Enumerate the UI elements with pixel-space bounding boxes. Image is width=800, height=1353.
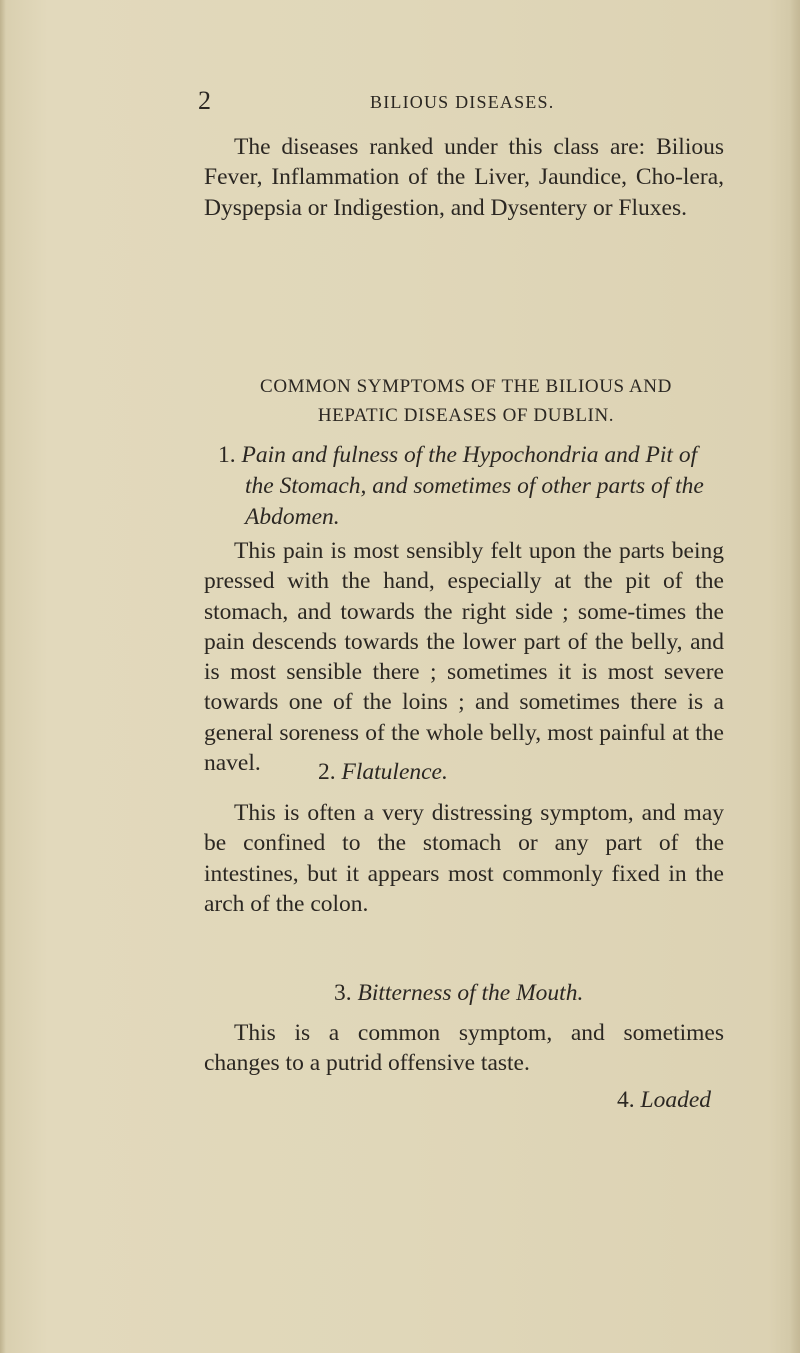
catchword <box>617 1085 711 1115</box>
symptom-2-number: 2. <box>318 759 336 785</box>
symptom-2-body-block <box>204 798 724 919</box>
symptom-3-title-text: Bitterness of the Mouth. <box>357 980 584 1006</box>
intro-paragraph: The diseases ranked under this class are: Bilious Fever, Inflammation of the Liver, Jaundice, Cho-lera, Dyspepsia or Indigestion, and Dysentery or Fluxes. <box>204 134 724 221</box>
symptom-1-title <box>218 440 725 533</box>
symptom-2-title <box>318 757 448 787</box>
symptom-1-body-block <box>204 536 724 778</box>
symptom-1-title-text: Pain and fulness of the Hypochondria and Pit of the Stomach, and sometimes of other parts of the Abdomen. <box>241 442 704 530</box>
running-head: BILIOUS DISEASES. <box>370 92 555 112</box>
page-number: 2 <box>198 86 211 115</box>
intro-paragraph-block <box>204 132 724 223</box>
symptom-3-title <box>334 978 583 1008</box>
page-header <box>198 86 598 116</box>
symptom-2-title-text: Flatulence. <box>341 759 448 785</box>
section-heading-line-2: HEPATIC DISEASES OF DUBLIN. <box>317 405 615 426</box>
symptom-1-number: 1. <box>218 442 236 468</box>
page-edge-shadow-left <box>0 0 6 1353</box>
section-heading-line-1: COMMON SYMPTOMS OF THE BILIOUS AND <box>260 376 672 397</box>
section-heading <box>186 372 746 430</box>
symptom-3-body-block <box>204 1018 724 1079</box>
symptom-3-body: This is a common symptom, and sometimes changes to a putrid offensive taste. <box>204 1020 724 1077</box>
catchword-text: Loaded <box>640 1087 711 1113</box>
catchword-number: 4. <box>617 1087 635 1113</box>
symptom-2-body: This is often a very distressing symptom, and may be confined to the stomach or any part of the intestines, but it appears most commonly fixed in the arch of the colon. <box>204 800 724 917</box>
page-edge-shadow-right <box>790 0 800 1353</box>
symptom-3-number: 3. <box>334 980 352 1006</box>
symptom-1-body: This pain is most sensibly felt upon the parts being pressed with the hand, especially at the pit of the stomach, and towards the right side ; some-times the pain descends towards the lower part of the belly, and is most sensible there ; sometimes it is most severe towards one of the loins ; and sometimes there is a general soreness of the whole belly, most painful at the navel. <box>204 538 724 777</box>
